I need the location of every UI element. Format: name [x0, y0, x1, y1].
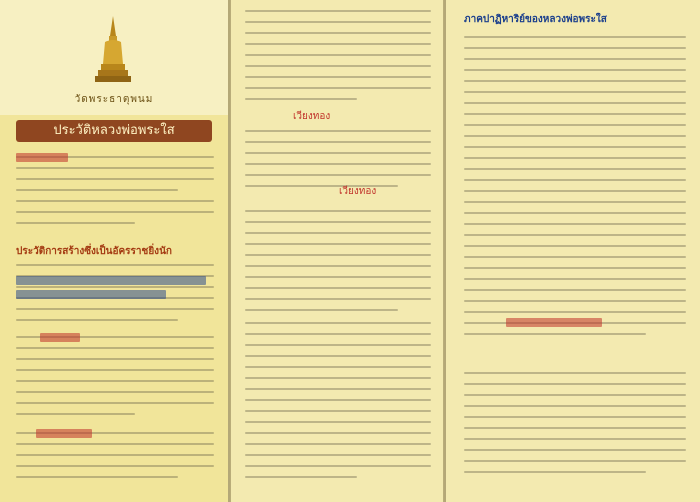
origin-paragraph — [16, 336, 214, 424]
miracles-heading: ภาคปาฏิหาริย์ของหลวงพ่อพระใส — [464, 14, 607, 25]
middle-paragraph-1 — [245, 10, 431, 109]
highlight-miracle — [506, 318, 602, 327]
panel-right — [446, 0, 700, 502]
section-heading-history: ประวัติการสร้างซึ่งเป็นอัครราชยิ่งนัก — [16, 246, 172, 257]
miracles-paragraph-2 — [464, 372, 686, 482]
header-banner — [0, 0, 228, 115]
stupa-logo-icon — [93, 14, 133, 94]
panel-left — [0, 0, 228, 502]
fold-line-right — [444, 0, 446, 502]
middle-paragraph-4 — [245, 322, 431, 487]
quote-label: เวียงทอง — [293, 111, 331, 122]
highlight-statues-2 — [16, 290, 166, 299]
enshrinement-paragraph — [16, 432, 214, 487]
intro-paragraph — [16, 156, 214, 233]
leaflet-title: ประวัติหลวงพ่อพระใส — [16, 120, 212, 142]
quote-label-2: เวียงทอง — [339, 186, 377, 197]
middle-paragraph-3 — [245, 210, 431, 320]
middle-paragraph-2 — [245, 130, 431, 196]
highlight-statues — [16, 276, 206, 285]
org-name: วัดพระธาตุพนม — [74, 94, 154, 105]
fold-line-left — [228, 0, 230, 502]
highlight-name — [16, 153, 68, 162]
highlight-origin — [40, 333, 80, 342]
highlight-enshrinement — [36, 429, 92, 438]
panel-middle — [230, 0, 444, 502]
miracles-paragraph-1 — [464, 36, 686, 344]
